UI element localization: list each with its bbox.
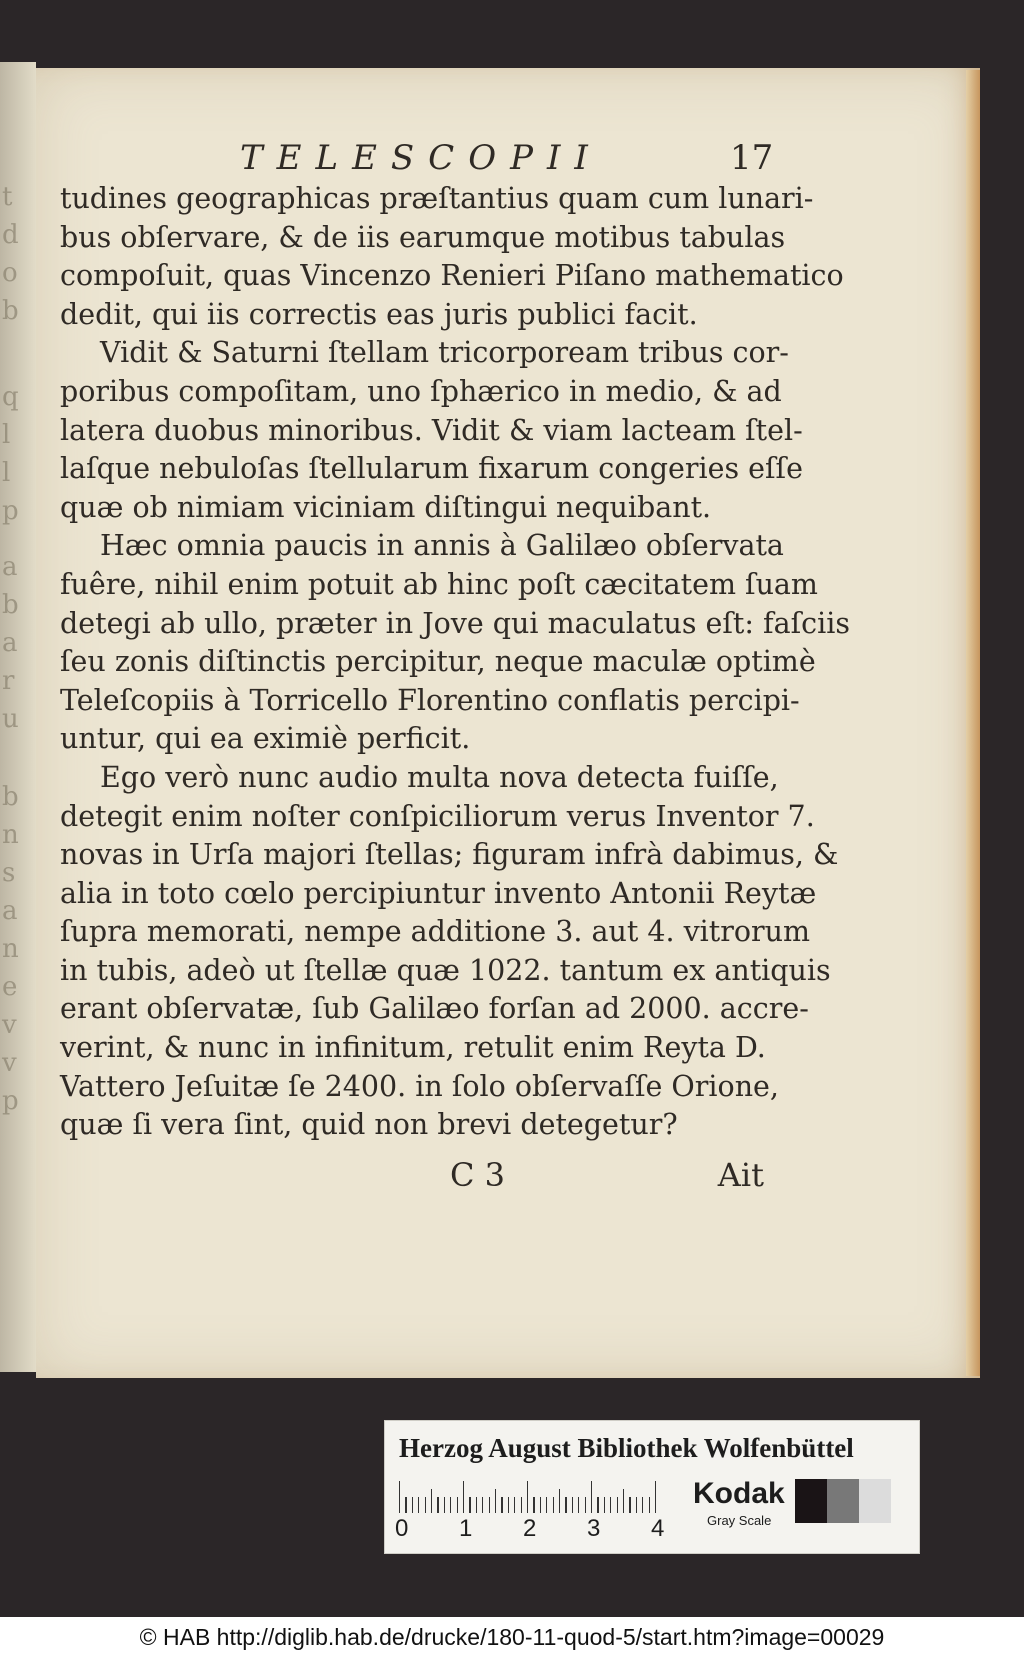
ruler-tick — [469, 1497, 470, 1513]
text-line: fuêre, nihil enim potuit ab hinc poſt cæcitatem ſuam — [60, 567, 818, 601]
ruler-numbers — [395, 1515, 699, 1545]
ruler-tick — [610, 1497, 611, 1513]
text-line: detegit enim noſter conſpiciliorum verus Inventor 7. — [60, 799, 815, 833]
page-footer — [60, 1156, 764, 1196]
text-line: Teleſcopiis à Torricello Florentino conflatis percipi- — [60, 683, 800, 717]
text-line: ſeu zonis diſtinctis percipitur, neque maculæ optimè — [60, 645, 816, 679]
ruler-tick — [450, 1497, 451, 1513]
body-text — [60, 180, 850, 1145]
ruler-tick — [642, 1497, 643, 1513]
show-through-glyph: b — [2, 590, 19, 620]
text-line: Vattero Jeſuitæ ſe 2400. in ſolo obſervaſſe Orione, — [60, 1069, 779, 1103]
gray-swatch — [859, 1479, 891, 1523]
ruler-tick — [636, 1497, 637, 1513]
ruler-tick — [623, 1489, 624, 1513]
ruler-tick — [412, 1497, 413, 1513]
ruler-tick — [617, 1497, 618, 1513]
show-through-glyph: d — [2, 220, 19, 250]
catchword: Ait — [717, 1156, 764, 1194]
gray-swatch — [827, 1479, 859, 1523]
ruler-tick — [540, 1497, 541, 1513]
text-line: erant obſervatæ, ſub Galilæo forſan ad 2000. accre- — [60, 992, 809, 1026]
ruler-tick — [565, 1497, 566, 1513]
show-through-glyph: r — [2, 666, 15, 696]
show-through-glyph: l — [2, 458, 11, 488]
show-through-glyph: s — [2, 858, 16, 888]
text-line: Vidit & Saturni ſtellam tricorpoream tribus cor- — [100, 336, 789, 370]
ruler-tick — [476, 1497, 477, 1513]
show-through-glyph: b — [2, 782, 19, 812]
show-through-glyph: o — [2, 258, 18, 288]
ruler-tick — [533, 1497, 534, 1513]
adjacent-page-edge — [0, 62, 36, 1372]
show-through-glyph: a — [2, 896, 18, 926]
page-number: 17 — [730, 138, 774, 178]
ruler-tick — [559, 1489, 560, 1513]
show-through-glyph: l — [2, 420, 11, 450]
text-line: Ego verò nunc audio multa nova detecta fuiſſe, — [100, 760, 779, 794]
text-line: ſupra memorati, nempe additione 3. aut 4. vitrorum — [60, 915, 811, 949]
ruler-tick — [437, 1497, 438, 1513]
show-through-glyph: p — [2, 1086, 19, 1116]
gray-scale-swatches — [795, 1479, 891, 1523]
show-through-glyph: b — [2, 296, 19, 326]
kodak-logo: Kodak — [693, 1477, 785, 1510]
library-label-card — [384, 1420, 920, 1554]
ruler-tick — [431, 1489, 432, 1513]
running-head: TELESCOPII — [240, 138, 602, 178]
ruler-number: 4 — [651, 1515, 665, 1542]
text-line: alia in toto cœlo percipiuntur invento Antonii Reytæ — [60, 876, 817, 910]
ruler-tick — [527, 1481, 528, 1513]
ruler-tick — [418, 1497, 419, 1513]
show-through-glyph: a — [2, 552, 18, 582]
text-line: quæ ob nimiam viciniam diſtingui nequibant. — [60, 490, 712, 524]
ruler-tick — [585, 1497, 586, 1513]
page-edge — [966, 70, 980, 1376]
text-line: poribus compoſitam, uno ſphærico in medio, & ad — [60, 374, 782, 408]
ruler-number: 1 — [459, 1515, 473, 1542]
text-line: untur, qui ea eximiè perficit. — [60, 722, 471, 756]
library-name: Herzog August Bibliothek Wolfenbüttel — [399, 1433, 854, 1463]
ruler-tick — [482, 1497, 483, 1513]
show-through-glyph: n — [2, 820, 19, 850]
show-through-glyph: p — [2, 496, 19, 526]
ruler-tick — [604, 1497, 605, 1513]
show-through-glyph: q — [2, 382, 19, 412]
copyright-text[interactable]: © HAB http://diglib.hab.de/drucke/180-11-quod-5/start.htm?image=00029 — [139, 1624, 885, 1650]
show-through-glyph: a — [2, 628, 18, 658]
ruler-tick — [399, 1481, 400, 1513]
text-line: bus obſervare, & de iis earumque motibus tabulas — [60, 220, 786, 254]
gray-swatch — [795, 1479, 827, 1523]
ruler-number: 0 — [395, 1515, 409, 1542]
ruler-tick — [553, 1497, 554, 1513]
ruler-tick — [489, 1497, 490, 1513]
ruler-tick — [495, 1489, 496, 1513]
text-line: compoſuit, quas Vincenzo Renieri Piſano mathematico — [60, 259, 844, 293]
ruler-tick — [655, 1481, 656, 1513]
text-line: Hæc omnia paucis in annis à Galilæo obſervata — [100, 529, 784, 563]
text-line: detegi ab ullo, præter in Jove qui maculatus eſt: faſciis — [60, 606, 850, 640]
ruler-tick — [597, 1497, 598, 1513]
ruler-tick — [463, 1481, 464, 1513]
page-header — [60, 138, 774, 178]
show-through-glyph: t — [2, 182, 13, 212]
text-line: quæ ſi vera ſint, quid non brevi detegetur? — [60, 1108, 678, 1142]
ruler-tick — [514, 1497, 515, 1513]
ruler-tick — [444, 1497, 445, 1513]
text-line: laſque nebuloſas ſtellularum fixarum congeries eſſe — [60, 452, 803, 486]
ruler-tick — [629, 1497, 630, 1513]
ruler-tick — [578, 1497, 579, 1513]
ruler-tick — [649, 1497, 650, 1513]
show-through-glyph: n — [2, 934, 19, 964]
ruler-tick — [521, 1497, 522, 1513]
signature-mark: C 3 — [450, 1156, 506, 1194]
ruler-number: 2 — [523, 1515, 537, 1542]
ruler-number: 3 — [587, 1515, 601, 1542]
text-line: novas in Urſa majori ſtellas; figuram infrà dabimus, & — [60, 838, 839, 872]
ruler-tick — [546, 1497, 547, 1513]
ruler-tick — [457, 1497, 458, 1513]
show-through-glyph: v — [2, 1048, 17, 1078]
ruler-tick — [425, 1497, 426, 1513]
text-line: in tubis, adeò ut ſtellæ quæ 1022. tantum ex antiquis — [60, 953, 831, 987]
ruler-tick — [591, 1481, 592, 1513]
text-line: dedit, qui iis correctis eas juris publici facit. — [60, 297, 698, 331]
ruler-tick — [508, 1497, 509, 1513]
text-line: verint, & nunc in infinitum, retulit enim Reyta D. — [60, 1031, 766, 1065]
ruler-tick — [501, 1497, 502, 1513]
ruler-tick — [405, 1497, 406, 1513]
copyright-footer — [0, 1617, 1024, 1657]
text-line: latera duobus minoribus. Vidit & viam lacteam ſtel- — [60, 413, 803, 447]
show-through-glyph: v — [2, 1010, 17, 1040]
show-through-glyph: e — [2, 972, 18, 1002]
scale-ruler — [399, 1481, 689, 1513]
gray-scale-label: Gray Scale — [707, 1513, 772, 1528]
show-through-glyph: u — [2, 704, 19, 734]
text-line: tudines geographicas præſtantius quam cum lunari- — [60, 182, 814, 215]
ruler-tick — [572, 1497, 573, 1513]
